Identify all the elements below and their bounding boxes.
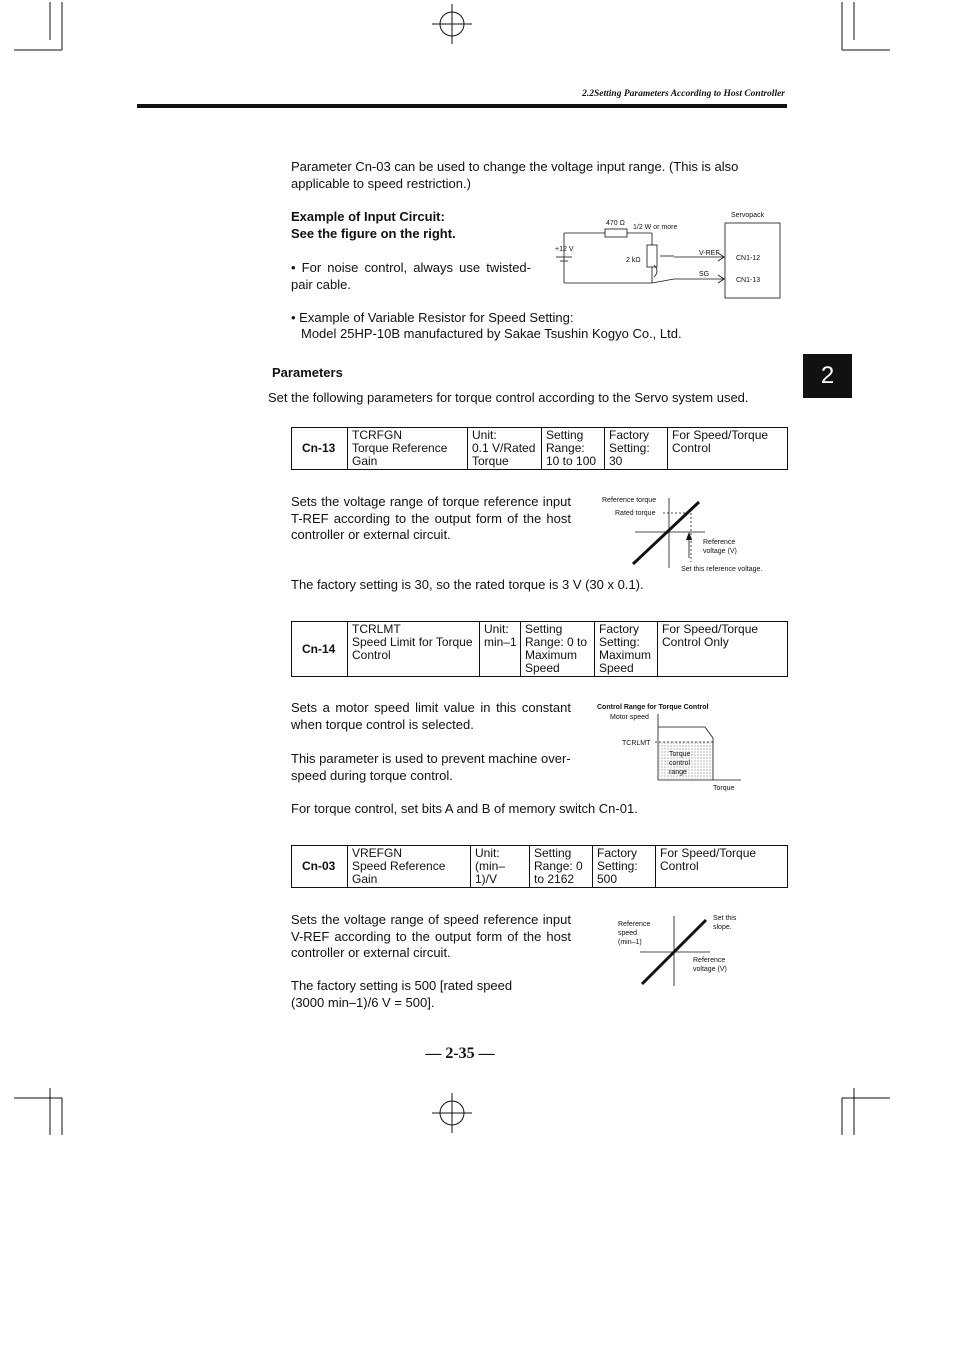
cn03-range-2: Range: 0	[534, 859, 583, 873]
r1-label: 470 Ω	[606, 220, 625, 227]
ref-voltage-label-2: voltage (V)	[703, 548, 737, 555]
torque-control-range-graph	[595, 700, 755, 795]
cn03-description: Sets the voltage range of speed reference input V-REF according to the output form of the host controller or external circuit.	[291, 912, 571, 960]
cn13-name-3: Gain	[352, 454, 378, 468]
ref-speed-label-1: Reference	[618, 921, 651, 928]
cn13-range-3: 10 to 100	[546, 454, 597, 468]
cn13-factory-2: Setting:	[609, 441, 650, 455]
cn13-name-2: Torque Reference	[352, 441, 448, 455]
rated-torque-label: Rated torque	[615, 510, 656, 517]
cn03-table	[291, 845, 788, 888]
cn1-13-label: CN1-13	[736, 277, 761, 284]
vref-label: V-REF	[699, 250, 720, 257]
ref-voltage-label-1: Reference	[703, 539, 736, 546]
cn14-for	[658, 622, 788, 677]
cn14-range-4: Speed	[525, 661, 560, 675]
tcrlmt-label: TCRLMT	[622, 740, 651, 747]
bullet-resistor-2: Model 25HP-10B manufactured by Sakae Tsushin Kogyo Co., Ltd.	[301, 326, 682, 341]
cn03-factory-2: Setting:	[597, 859, 638, 873]
cn13-name	[348, 428, 468, 470]
cn14-range-1: Setting	[525, 622, 563, 636]
cn14-name-1: TCRLMT	[352, 622, 401, 636]
range-label-1: Torque	[669, 751, 691, 758]
cn03-name-2: Speed Reference	[352, 859, 446, 873]
torque-axis-label: Torque	[713, 785, 735, 792]
cn03-name-1: VREFGN	[352, 846, 403, 860]
cn14-description-2: This parameter is used to prevent machine over-speed during torque control.	[291, 751, 571, 783]
control-range-title: Control Range for Torque Control	[597, 704, 709, 711]
cn03-note-2: (3000 min–1)/6 V = 500].	[291, 995, 435, 1010]
intro-paragraph: Parameter Cn-03 can be used to change the voltage input range. (This is also applicable to speed restriction.)	[291, 159, 739, 191]
cn13-for-2: Control	[672, 441, 711, 455]
cn14-range	[521, 622, 595, 677]
cn14-unit-1: Unit:	[484, 622, 509, 636]
cn13-factory	[605, 428, 668, 470]
ref-torque-label: Reference torque	[602, 497, 657, 504]
cn14-code: Cn-14	[292, 622, 348, 677]
cn03-range-3: to 2162	[534, 872, 575, 886]
chapter-tab: 2	[803, 354, 852, 398]
ref-speed-label-3: (min–1)	[618, 939, 642, 946]
cn14-unit	[480, 622, 521, 677]
header-rule	[137, 104, 787, 108]
cn13-unit	[468, 428, 542, 470]
cn03-unit	[471, 846, 530, 888]
example-title-2: See the figure on the right.	[291, 226, 456, 241]
cn13-for	[668, 428, 788, 470]
cn13-table	[291, 427, 788, 470]
cn14-range-2: Range: 0 to	[525, 635, 588, 649]
cn13-code: Cn-13	[292, 428, 348, 470]
cn03-note-1: The factory setting is 500 [rated speed	[291, 978, 513, 993]
servopack-label: Servopack	[731, 212, 765, 219]
range-label-3: range	[669, 769, 687, 776]
cn13-factory-3: 30	[609, 454, 623, 468]
bullet-noise: • For noise control, always use twisted-pair cable.	[291, 260, 531, 292]
cn03-unit-1: Unit:	[475, 846, 500, 860]
cn03-code: Cn-03	[292, 846, 348, 888]
cn03-range	[530, 846, 593, 888]
cn14-factory-3: Maximum	[599, 648, 652, 662]
input-circuit-diagram	[550, 205, 790, 305]
parameters-intro: Set the following parameters for torque control according to the Servo system used.	[268, 390, 749, 405]
cn14-for-2: Control Only	[662, 635, 729, 649]
sg-label: SG	[699, 271, 710, 278]
cn14-factory-1: Factory	[599, 622, 640, 636]
cn13-factory-1: Factory	[609, 428, 650, 442]
cn13-range-2: Range:	[546, 441, 585, 455]
cn14-unit-2: min–1	[484, 635, 517, 649]
cn13-range	[542, 428, 605, 470]
cn13-unit-3: Torque	[472, 454, 509, 468]
ref-voltage-label-1: Reference	[693, 957, 726, 964]
cn13-range-1: Setting	[546, 428, 584, 442]
cn14-name-2: Speed Limit for Torque	[352, 635, 473, 649]
cn14-name	[348, 622, 480, 677]
cn03-for-2: Control	[660, 859, 699, 873]
cn03-factory-3: 500	[597, 872, 618, 886]
cn13-unit-2: 0.1 V/Rated	[472, 441, 536, 455]
motor-speed-label: Motor speed	[610, 714, 649, 721]
example-title-1: Example of Input Circuit:	[291, 209, 445, 224]
torque-reference-graph	[595, 490, 785, 578]
cn14-table	[291, 621, 788, 677]
range-label-2: control	[669, 760, 691, 767]
cn14-description-1: Sets a motor speed limit value in this constant when torque control is selected.	[291, 700, 571, 732]
ref-voltage-label-2: voltage (V)	[693, 966, 727, 973]
bullet-resistor-1: • Example of Variable Resistor for Speed Setting:	[291, 310, 574, 325]
cn14-for-1: For Speed/Torque	[662, 622, 759, 636]
running-header: 2.2Setting Parameters According to Host Controller	[582, 89, 785, 99]
page-number: — 2-35 —	[425, 1045, 495, 1062]
r1-rating-label: 1/2 W or more	[633, 224, 678, 231]
cn14-note: For torque control, set bits A and B of memory switch Cn-01.	[291, 801, 638, 816]
cn03-unit-2: (min–1)/V	[475, 859, 506, 886]
cn03-name-3: Gain	[352, 872, 378, 886]
r2-label: 2 kΩ	[626, 257, 641, 264]
cn03-name	[348, 846, 471, 888]
cn13-for-1: For Speed/Torque	[672, 428, 769, 442]
cn1-12-label: CN1-12	[736, 255, 761, 262]
speed-reference-graph	[610, 910, 750, 990]
cn03-for	[656, 846, 788, 888]
cn03-factory-1: Factory	[597, 846, 638, 860]
cn03-range-1: Setting	[534, 846, 572, 860]
cn14-factory	[595, 622, 658, 677]
cn14-range-3: Maximum	[525, 648, 578, 662]
v12-label: +12 V	[555, 246, 574, 253]
ref-speed-label-2: speed	[618, 930, 638, 937]
cn14-name-3: Control	[352, 648, 391, 662]
cn14-factory-4: Speed	[599, 661, 634, 675]
cn03-for-1: For Speed/Torque	[660, 846, 757, 860]
cn13-description: Sets the voltage range of torque reference input T-REF according to the output form of the host controller or external circuit.	[291, 494, 571, 542]
set-voltage-label: Set this reference voltage.	[681, 566, 763, 573]
slope-label-1: Set this	[713, 915, 737, 922]
parameters-heading: Parameters	[272, 365, 343, 380]
slope-label-2: slope.	[713, 924, 732, 931]
cn13-name-1: TCRFGN	[352, 428, 402, 442]
cn03-factory	[593, 846, 656, 888]
cn14-factory-2: Setting:	[599, 635, 640, 649]
cn13-unit-1: Unit:	[472, 428, 497, 442]
cn13-note: The factory setting is 30, so the rated torque is 3 V (30 x 0.1).	[291, 577, 644, 592]
